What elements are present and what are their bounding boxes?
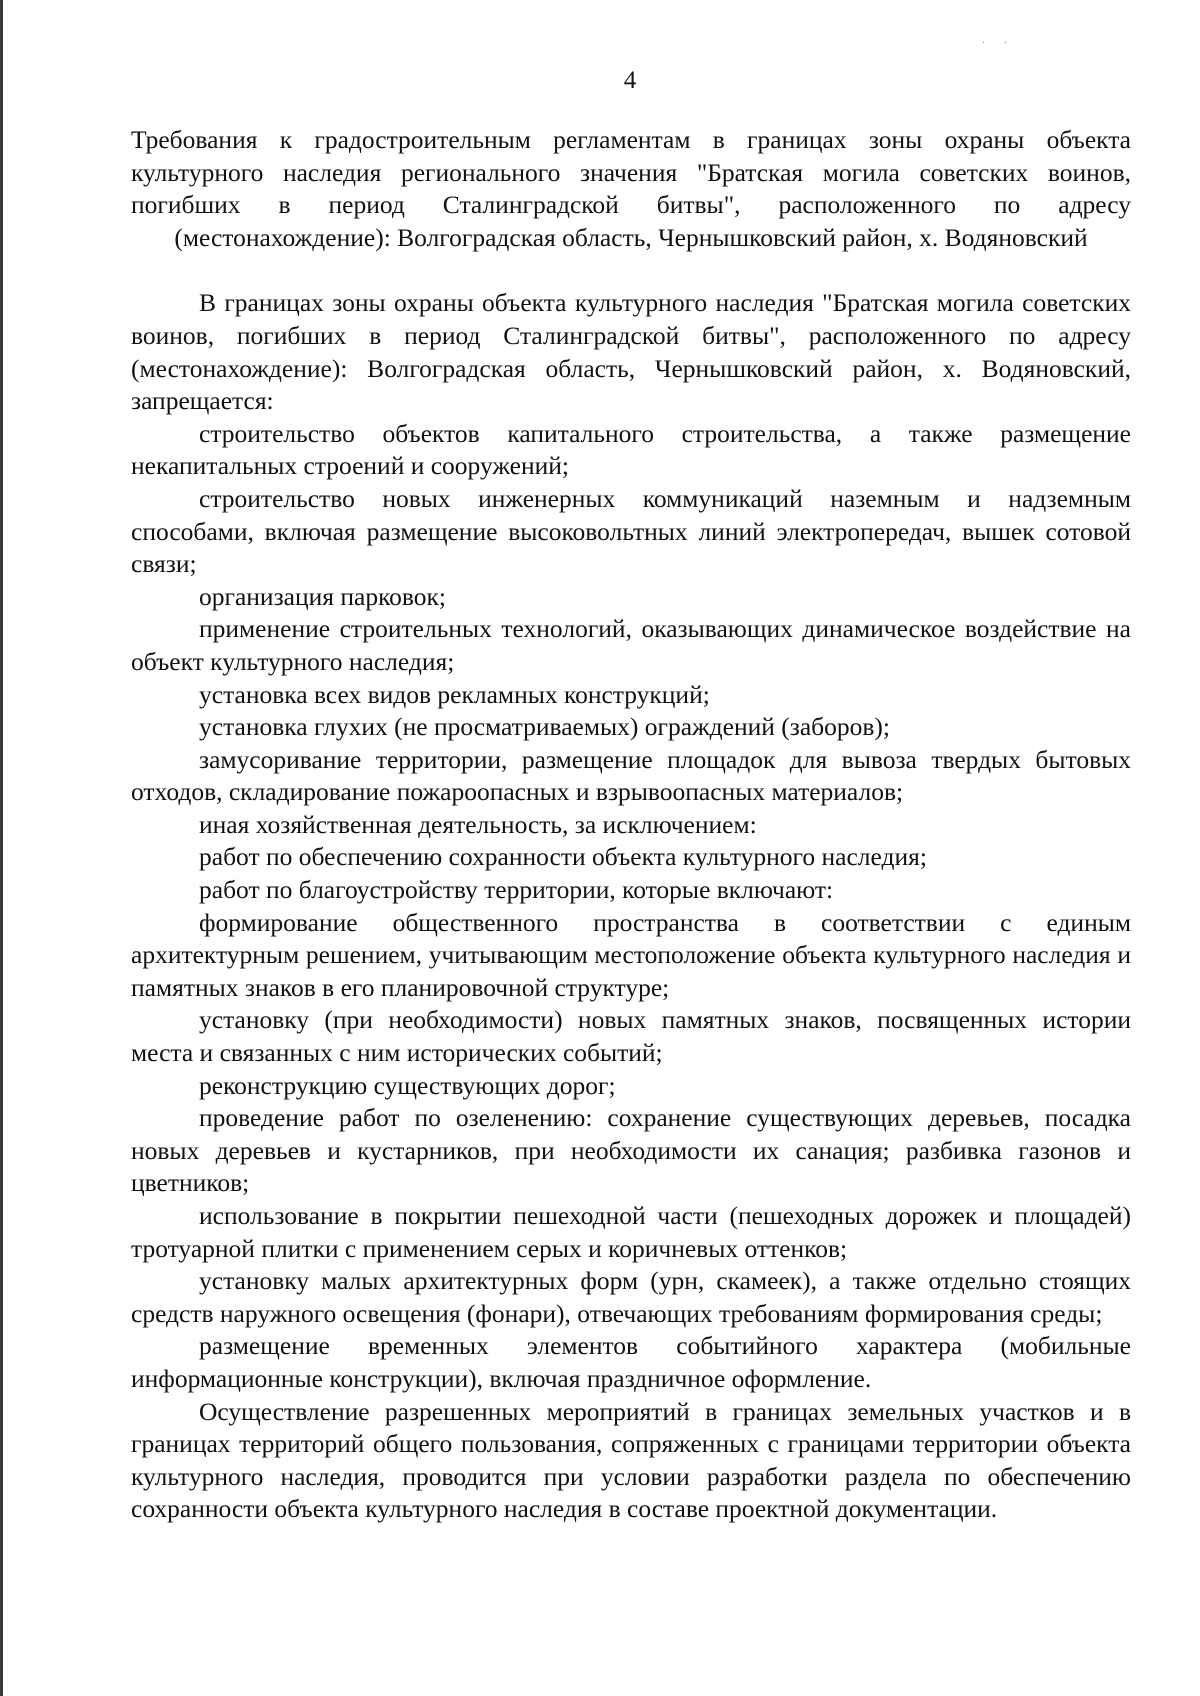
document-body: [131, 124, 1131, 1526]
list-item: реконструкцию существующих дорог;: [199, 1070, 616, 1100]
document-title: Требования к градостроительным регламентам в границах зоны охраны объекта культурного наследия регионального значения "Братская могила советских воинов, погибших в период Сталинградской битвы", расположенного по адресу (местонахождение): Волгоградская область, Чернышковский район, х. Водяновский: [131, 125, 1131, 252]
list-item: установка всех видов рекламных конструкций;: [199, 679, 710, 709]
list-item: установку (при необходимости) новых памятных знаков, посвященных истории места и связанных с ним исторических событий;: [131, 1005, 1131, 1068]
scan-edge: [0, 0, 3, 1696]
list-item: формирование общественного пространства в соответствии с единым архитектурным решением, учитывающим местоположение объекта культурного наследия и памятных знаков в его планировочной структуре;: [131, 907, 1131, 1002]
prohibition-list: [131, 418, 1131, 1396]
intro-paragraph: В границах зоны охраны объекта культурного наследия "Братская могила советских воинов, погибших в период Сталинградской битвы", расположенного по адресу (местонахождение): Волгоградская область, Чернышковский район, х. Водяновский, запрещается:: [131, 288, 1131, 416]
list-item: работ по обеспечению сохранности объекта культурного наследия;: [199, 842, 927, 872]
scan-noise: · ·: [982, 38, 1016, 49]
list-item: использование в покрытии пешеходной части (пешеходных дорожек и площадей) тротуарной плитки с применением серых и коричневых оттенков;: [131, 1201, 1131, 1263]
list-item: проведение работ по озеленению: сохранение существующих деревьев, посадка новых деревьев и кустарников, при необходимости их санация; разбивка газонов и цветников;: [131, 1103, 1131, 1198]
list-item: установку малых архитектурных форм (урн, скамеек), а также отдельно стоящих средств наружного освещения (фонари), отвечающих требованиям формирования среды;: [131, 1266, 1131, 1328]
list-item: иная хозяйственная деятельность, за исключением:: [199, 809, 757, 839]
list-item: размещение временных элементов событийного характера (мобильные информационные конструкции), включая праздничное оформление.: [131, 1331, 1131, 1393]
closing-paragraph: Осуществление разрешенных мероприятий в границах земельных участков и в границах территорий общего пользования, сопряженных с границами территории объекта культурного наследия, проводится при условии разработки раздела по обеспечению сохранности объекта культурного наследия в составе проектной документации.: [131, 1396, 1131, 1524]
list-item: организация парковок;: [199, 581, 447, 611]
list-item: замусоривание территории, размещение площадок для вывоза твердых бытовых отходов, складирование пожароопасных и взрывоопасных материалов;: [131, 744, 1131, 807]
list-item: строительство объектов капитального строительства, а также размещение некапитальных строений и сооружений;: [131, 418, 1131, 481]
list-item: работ по благоустройству территории, которые включают:: [199, 875, 834, 905]
page-number: 4: [623, 67, 637, 94]
list-item: применение строительных технологий, оказывающих динамическое воздействие на объект культурного наследия;: [131, 614, 1131, 676]
list-item: строительство новых инженерных коммуникаций наземным и надземным способами, включая размещение высоковольтных линий электропередач, вышек сотовой связи;: [131, 483, 1131, 579]
list-item: установка глухих (не просматриваемых) ограждений (заборов);: [199, 712, 890, 742]
